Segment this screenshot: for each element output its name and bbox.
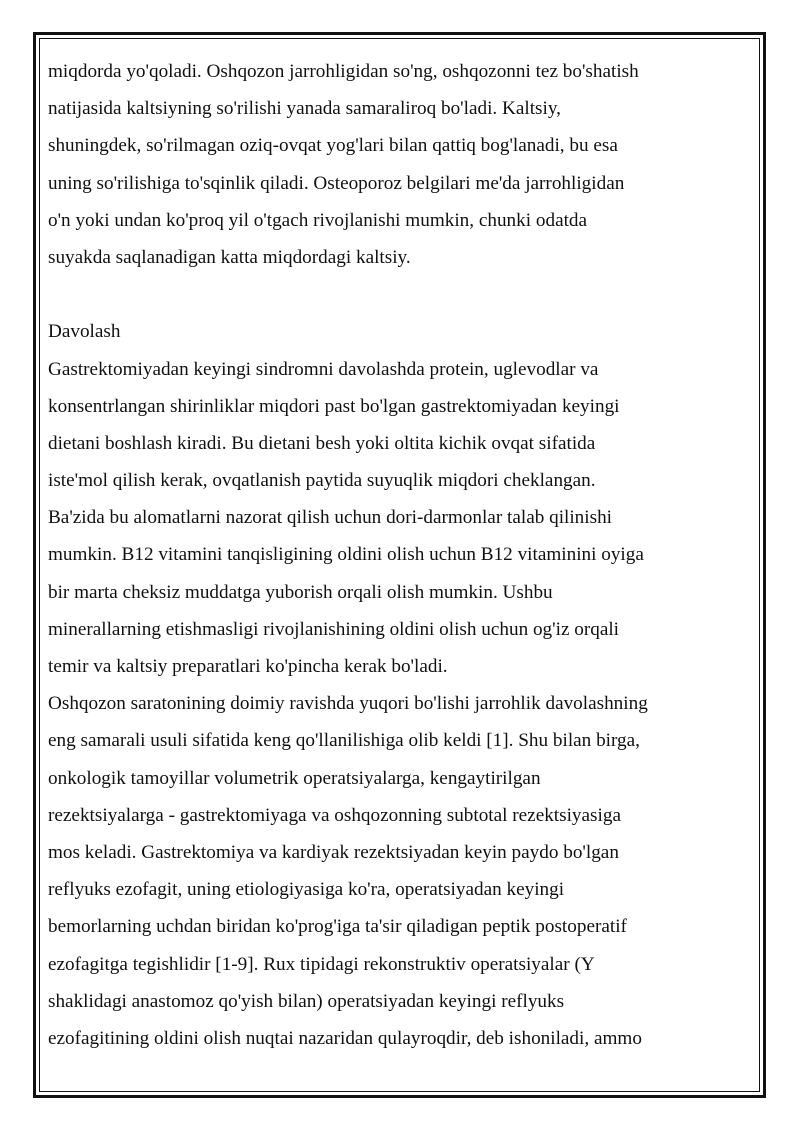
- text-line: ezofagitining oldini olish nuqtai nazaridan qulayroqdir, deb ishoniladi, ammo: [48, 1027, 642, 1049]
- text-line: eng samarali usuli sifatida keng qo'llanilishiga olib keldi [1]. Shu bilan birga,: [48, 730, 640, 752]
- paragraph-osteoporosis: [48, 53, 738, 276]
- document-body: [48, 53, 738, 1057]
- text-line: minerallarning etishmasligi rivojlanishining oldini olish uchun og'iz orqali: [48, 618, 620, 640]
- text-line: reflyuks ezofagit, uning etiologiyasiga ko'ra, operatsiyadan keyingi: [48, 879, 565, 901]
- text-line: onkologik tamoyillar volumetrik operatsiyalarga, kengaytirilgan: [48, 767, 541, 789]
- text-line: miqdorda yo'qoladi. Oshqozon jarrohligidan so'ng, oshqozonni tez bo'shatish: [48, 61, 639, 82]
- text-line: natijasida kaltsiyning so'rilishi yanada samaraliroq bo'ladi. Kaltsiy,: [48, 98, 561, 120]
- text-line: uning so'rilishiga to'sqinlik qiladi. Osteoporoz belgilari me'da jarrohligidan: [48, 172, 625, 194]
- text-line: rezektsiyalarga - gastrektomiyaga va oshqozonning subtotal rezektsiyasiga: [48, 804, 621, 826]
- text-line: iste'mol qilish kerak, ovqatlanish paytida suyuqlik miqdori cheklangan.: [48, 470, 596, 492]
- text-line: Ba'zida bu alomatlarni nazorat qilish uchun dori-darmonlar talab qilinishi: [48, 507, 612, 529]
- text-line: Oshqozon saratonining doimiy ravishda yuqori bo'lishi jarrohlik davolashning: [48, 693, 648, 715]
- text-line: shaklidagi anastomoz qo'yish bilan) operatsiyadan keyingi reflyuks: [48, 990, 565, 1012]
- paragraph-gastric-cancer: [48, 685, 738, 1057]
- paragraph-treatment: [48, 351, 738, 686]
- text-line: Gastrektomiyadan keyingi sindromni davolashda protein, uglevodlar va: [48, 358, 599, 380]
- text-line: temir va kaltsiy preparatlari ko'pincha kerak bo'ladi.: [48, 656, 448, 677]
- text-line: mumkin. B12 vitamini tanqisligining oldini olish uchun B12 vitaminini oyiga: [48, 544, 644, 566]
- text-line: bemorlarning uchdan biridan ko'prog'iga ta'sir qiladigan peptik postoperatif: [48, 916, 627, 938]
- text-line: shuningdek, so'rilmagan oziq-ovqat yog'lari bilan qattiq bog'lanadi, bu esa: [48, 135, 618, 157]
- text-line: mos keladi. Gastrektomiya va kardiyak rezektsiyadan keyin paydo bo'lgan: [48, 841, 619, 863]
- text-line: suyakda saqlanadigan katta miqdordagi kaltsiy.: [48, 246, 411, 268]
- text-line: bir marta cheksiz muddatga yuborish orqali olish mumkin. Ushbu: [48, 581, 553, 603]
- text-line: konsentrlangan shirinliklar miqdori past bo'lgan gastrektomiyadan keyingi: [48, 395, 620, 417]
- text-line: o'n yoki undan ko'proq yil o'tgach rivojlanishi mumkin, chunki odatda: [48, 209, 588, 231]
- text-line: dietani boshlash kiradi. Bu dietani besh yoki oltita kichik ovqat sifatida: [48, 432, 596, 454]
- section-heading: Davolash: [48, 321, 121, 343]
- text-line: ezofagitga tegishlidir [1-9]. Rux tipidagi rekonstruktiv operatsiyalar (Y: [48, 953, 595, 975]
- paragraph-spacer: [48, 276, 738, 313]
